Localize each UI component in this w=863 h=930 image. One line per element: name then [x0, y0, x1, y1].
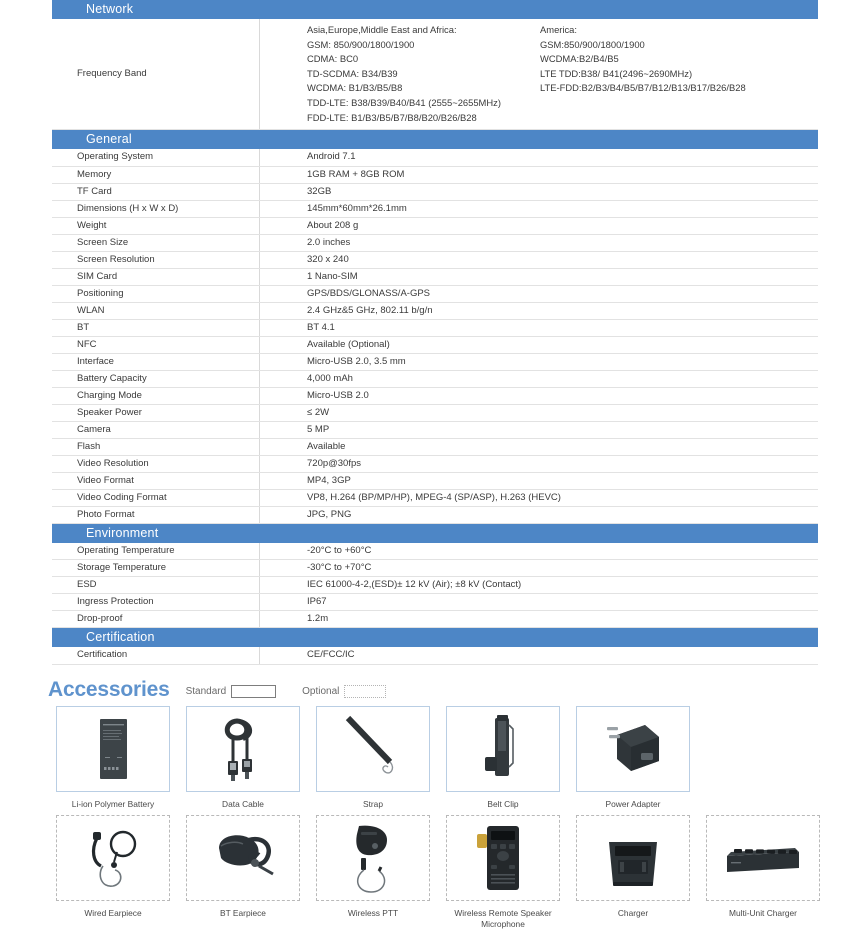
spec-row [52, 149, 818, 166]
accessory-item-optional[interactable] [308, 815, 438, 930]
spec-value: 320 x 240 [260, 251, 819, 268]
spec-row [52, 302, 818, 319]
accessory-caption: Li-ion Polymer Battery [71, 798, 155, 809]
usb-cable-icon [186, 706, 300, 792]
section-title: Certification [86, 630, 155, 645]
spec-value: -30°C to +70°C [260, 560, 819, 577]
accessory-item-standard[interactable] [48, 706, 178, 810]
spec-value: VP8, H.264 (BP/MP/HP), MPEG-4 (SP/ASP), H.263 (HEVC) [260, 489, 819, 506]
accessory-caption: Wireless PTT [347, 907, 399, 918]
accessories-title: Accessories [48, 677, 170, 701]
spec-label: Video Format [52, 472, 260, 489]
spec-label: WLAN [52, 302, 260, 319]
section-title: General [86, 132, 132, 147]
power-adapter-icon [576, 706, 690, 792]
accessory-item-optional[interactable] [568, 815, 698, 930]
frequency-band-line: GSM: 850/900/1800/1900 [307, 38, 415, 50]
spec-row [52, 506, 818, 523]
spec-value: 1.2m [260, 611, 819, 628]
spec-row [52, 489, 818, 506]
belt-clip-icon [446, 706, 560, 792]
charger-dock-icon [576, 815, 690, 901]
wired-earpiece-icon [56, 815, 170, 901]
spec-row [52, 285, 818, 302]
spec-label: Weight [52, 217, 260, 234]
frequency-band-line: TDD-LTE: B38/B39/B40/B41 (2555~2655MHz) [307, 96, 501, 108]
bluetooth-earpiece-icon [186, 815, 300, 901]
spec-label: SIM Card [52, 268, 260, 285]
accessory-caption: Data Cable [222, 798, 264, 809]
legend-optional-swatch [344, 685, 386, 698]
spec-value: BT 4.1 [260, 319, 819, 336]
frequency-band-line: WCDMA:B2/B4/B5 [540, 53, 619, 65]
spec-row [52, 251, 818, 268]
accessory-caption: Wired Earpiece [84, 907, 142, 918]
accessory-item-optional[interactable] [48, 815, 178, 930]
spec-value: Micro-USB 2.0 [260, 387, 819, 404]
spec-label: Flash [52, 438, 260, 455]
spec-value: 32GB [260, 183, 819, 200]
spec-value: 4,000 mAh [260, 370, 819, 387]
section-title: Environment [86, 525, 159, 540]
accessories-row-standard [48, 706, 863, 810]
spec-row [52, 421, 818, 438]
spec-row [52, 611, 818, 628]
spec-label: Frequency Band [52, 19, 260, 130]
frequency-band-line: TD-SCDMA: B34/B39 [307, 67, 398, 79]
spec-value: 145mm*60mm*26.1mm [260, 200, 819, 217]
spec-row [52, 217, 818, 234]
spec-value: 1 Nano-SIM [260, 268, 819, 285]
spec-label: Certification [52, 647, 260, 664]
legend-optional-label: Optional [302, 685, 340, 697]
frequency-band-line: CDMA: BC0 [307, 53, 359, 65]
spec-row [52, 183, 818, 200]
accessories-grid [0, 706, 863, 930]
frequency-band-line: Asia,Europe,Middle East and Africa: [307, 24, 457, 35]
frequency-band-column [307, 23, 540, 125]
multi-unit-charger-icon [706, 815, 820, 901]
battery-icon [56, 706, 170, 792]
spec-row [52, 370, 818, 387]
accessory-caption: Belt Clip [487, 798, 519, 809]
accessory-caption: Strap [362, 798, 384, 809]
spec-value: 1GB RAM + 8GB ROM [260, 166, 819, 183]
spec-value: JPG, PNG [260, 506, 819, 523]
spec-value: -20°C to +60°C [260, 543, 819, 560]
spec-value: 720p@30fps [260, 455, 819, 472]
spec-label: Operating Temperature [52, 543, 260, 560]
spec-value: Available [260, 438, 819, 455]
spec-label: Screen Size [52, 234, 260, 251]
spec-label: Drop-proof [52, 611, 260, 628]
spec-label: Positioning [52, 285, 260, 302]
spec-row [52, 560, 818, 577]
spec-label: ESD [52, 577, 260, 594]
legend-standard-swatch [231, 685, 276, 698]
accessories-row-optional [48, 815, 863, 930]
accessory-item-optional[interactable] [178, 815, 308, 930]
spec-label: Video Coding Format [52, 489, 260, 506]
spec-value: Micro-USB 2.0, 3.5 mm [260, 353, 819, 370]
spec-row [52, 268, 818, 285]
spec-label: Video Resolution [52, 455, 260, 472]
spec-value: MP4, 3GP [260, 472, 819, 489]
frequency-band-line: LTE TDD:B38/ B41(2496~2690MHz) [540, 67, 693, 79]
spec-row [52, 594, 818, 611]
accessories-header [48, 679, 863, 701]
spec-label: TF Card [52, 183, 260, 200]
accessory-caption: Multi-Unit Charger [729, 907, 797, 918]
accessory-item-standard[interactable] [438, 706, 568, 810]
spec-row [52, 319, 818, 336]
spec-label: Screen Resolution [52, 251, 260, 268]
spec-label: Photo Format [52, 506, 260, 523]
spec-value: 5 MP [260, 421, 819, 438]
spec-row [52, 19, 818, 130]
legend-standard-label: Standard [185, 685, 227, 697]
accessory-item-optional[interactable] [438, 815, 568, 930]
section-header-network [52, 0, 818, 19]
speaker-mic-icon [446, 815, 560, 901]
spec-label: Battery Capacity [52, 370, 260, 387]
accessory-caption: Power Adapter [605, 798, 661, 809]
spec-row [52, 200, 818, 217]
wireless-ptt-icon [316, 815, 430, 901]
spec-row [52, 353, 818, 370]
spec-value: IP67 [260, 594, 819, 611]
spec-label: Operating System [52, 149, 260, 166]
spec-row [52, 647, 818, 664]
section-header-environment [52, 523, 818, 543]
spec-label: BT [52, 319, 260, 336]
spec-label: Charging Mode [52, 387, 260, 404]
frequency-band-line: LTE-FDD:B2/B3/B4/B5/B7/B12/B13/B17/B26/B28 [540, 82, 746, 94]
section-header-certification [52, 628, 818, 648]
spec-label: Memory [52, 166, 260, 183]
spec-value: 2.4 GHz&5 GHz, 802.11 b/g/n [260, 302, 819, 319]
section-title: Network [86, 2, 134, 16]
spec-value: GPS/BDS/GLONASS/A-GPS [260, 285, 819, 302]
section-header-general [52, 130, 818, 150]
specifications-table [52, 0, 818, 665]
spec-value: ≤ 2W [260, 404, 819, 421]
strap-icon [316, 706, 430, 792]
spec-label: Ingress Protection [52, 594, 260, 611]
spec-label: Storage Temperature [52, 560, 260, 577]
accessory-caption: Charger [617, 907, 649, 918]
spec-row [52, 336, 818, 353]
spec-value: About 208 g [260, 217, 819, 234]
spec-label: Dimensions (H x W x D) [52, 200, 260, 217]
frequency-band-columns [307, 23, 817, 125]
accessory-caption: Wireless Remote Speaker Microphone [454, 907, 552, 929]
spec-row [52, 234, 818, 251]
spec-value: 2.0 inches [260, 234, 819, 251]
accessory-item-standard[interactable] [178, 706, 308, 810]
spec-row [52, 387, 818, 404]
spec-value: Android 7.1 [260, 149, 819, 166]
frequency-band-line: GSM:850/900/1800/1900 [540, 38, 645, 50]
accessory-item-optional[interactable] [698, 815, 828, 930]
spec-row [52, 472, 818, 489]
spec-value: Available (Optional) [260, 336, 819, 353]
spec-row [52, 455, 818, 472]
spec-label: Camera [52, 421, 260, 438]
frequency-band-column [540, 23, 746, 125]
spec-row [52, 543, 818, 560]
frequency-band-line: FDD-LTE: B1/B3/B5/B7/B8/B20/B26/B28 [307, 111, 477, 123]
accessory-item-standard[interactable] [568, 706, 698, 810]
spec-value: IEC 61000-4-2,(ESD)± 12 kV (Air); ±8 kV (Contact) [260, 577, 819, 594]
accessories-legend [186, 685, 387, 701]
spec-row [52, 438, 818, 455]
spec-row [52, 404, 818, 421]
spec-row [52, 577, 818, 594]
accessory-item-standard[interactable] [308, 706, 438, 810]
spec-label: Speaker Power [52, 404, 260, 421]
spec-label: Interface [52, 353, 260, 370]
frequency-band-line: WCDMA: B1/B3/B5/B8 [307, 82, 403, 94]
spec-row [52, 166, 818, 183]
accessory-caption: BT Earpiece [220, 907, 266, 918]
spec-label: NFC [52, 336, 260, 353]
frequency-band-line: America: [540, 24, 577, 35]
spec-value: CE/FCC/IC [260, 647, 819, 664]
spec-value [260, 19, 819, 130]
